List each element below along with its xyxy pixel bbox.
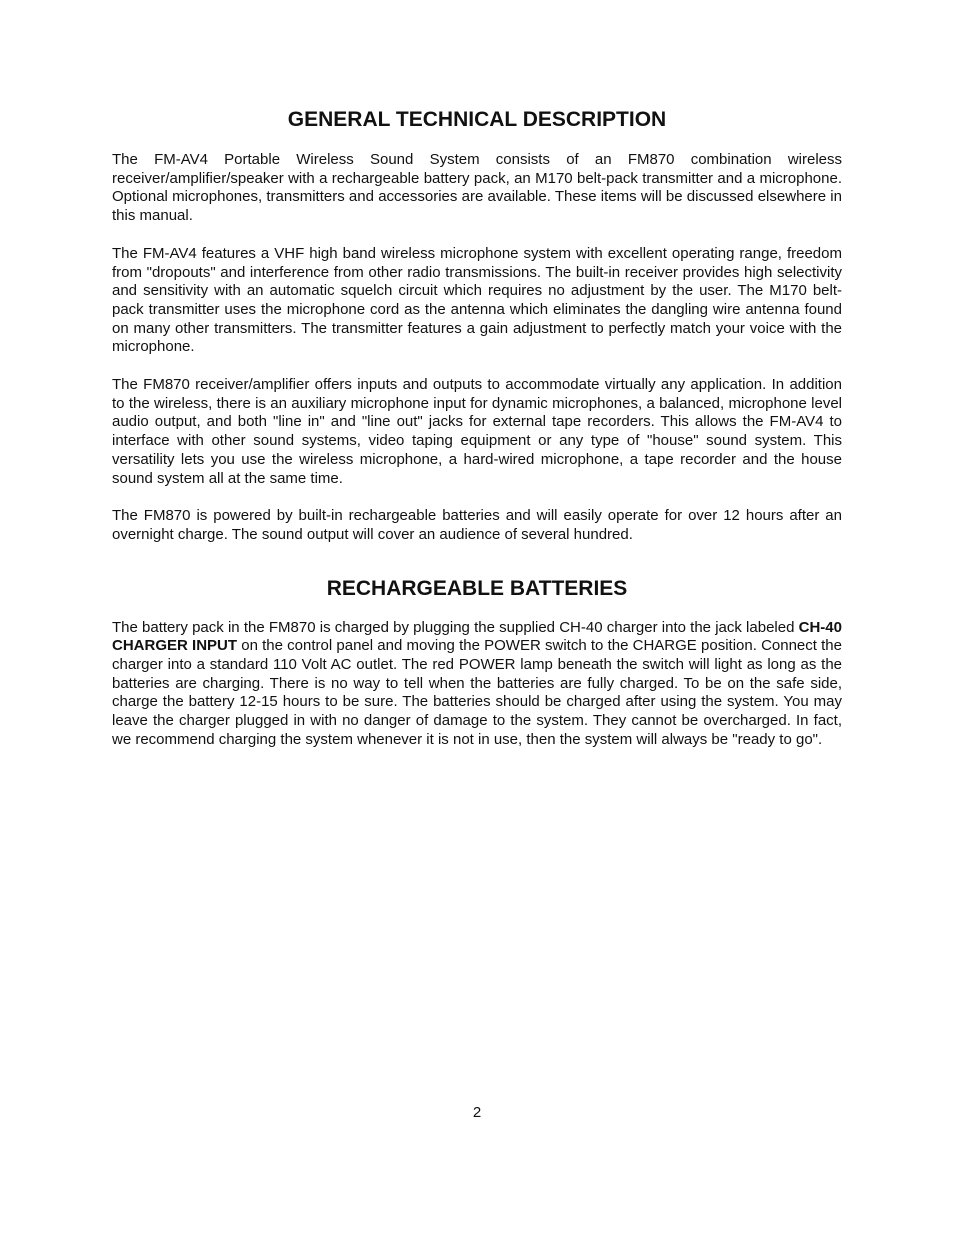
charger-input-label: CH-40 CHARGER INPUT <box>112 618 842 655</box>
charging-text-rest: on the control panel and moving the POWER switch to the CHARGE position. Connect the charger into a standard 110 Volt AC outlet. The red POWER lamp beneath the switch will light as long as the batteries are charging. There is no way to tell when the batteries are fully charged. To be on the safe side, charge the battery 12-15 hours to be sure. The batteries should be charged after using the system. You may leave the charger plugged in with no danger of damage to the system. They cannot be overcharged. In fact, we recommend charging the system whenever it is not in use, then the system will always be "ready to go". <box>112 637 842 748</box>
section-heading-general-technical-description: GENERAL TECHNICAL DESCRIPTION <box>287 108 667 131</box>
section-heading-rechargeable-batteries: RECHARGEABLE BATTERIES <box>326 576 628 600</box>
paragraph-vhf-features: The FM-AV4 features a VHF high band wireless microphone system with excellent operating range, freedom from "dropouts" and interference from other radio transmissions. The built-in receiver provides high selectivity and sensitivity with an automatic squelch circuit which requires no adjustment by the user. The M170 belt-pack transmitter uses the microphone cord as the antenna which eliminates the dangling wire antenna found on many other transmitters. The transmitter features a gain adjustment to perfectly match your voice with the microphone. <box>112 244 842 356</box>
paragraph-power: The FM870 is powered by built-in rechargeable batteries and will easily operate for over 12 hours after an overnight charge. The sound output will cover an audience of several hundred. <box>112 507 842 543</box>
paragraph-system-overview: The FM-AV4 Portable Wireless Sound System consists of an FM870 combination wireless receiver/amplifier/speaker with a rechargeable battery pack, an M170 belt-pack transmitter and a microphone. Optional microphones, transmitters and accessories are available. These items will be discussed elsewhere in this manual. <box>112 151 842 225</box>
paragraph-charging-instructions <box>112 619 842 750</box>
paragraph-inputs-outputs: The FM870 receiver/amplifier offers inputs and outputs to accommodate virtually any application. In addition to the wireless, there is an auxiliary microphone input for dynamic microphones, a balanced, microphone level audio output, and both "line in" and "line out" jacks for external tape recorders. This allows the FM-AV4 to interface with other sound systems, video taping equipment or any type of "house" sound system. This versatility lets you use the wireless microphone, a hard-wired microphone, a tape recorder and the house sound system all at the same time. <box>112 376 842 487</box>
charging-text-intro: The battery pack in the FM870 is charged by plugging the supplied CH-40 charger into the jack labeled <box>112 618 795 636</box>
page-number: 2 <box>472 1104 482 1121</box>
page-content <box>112 104 842 750</box>
